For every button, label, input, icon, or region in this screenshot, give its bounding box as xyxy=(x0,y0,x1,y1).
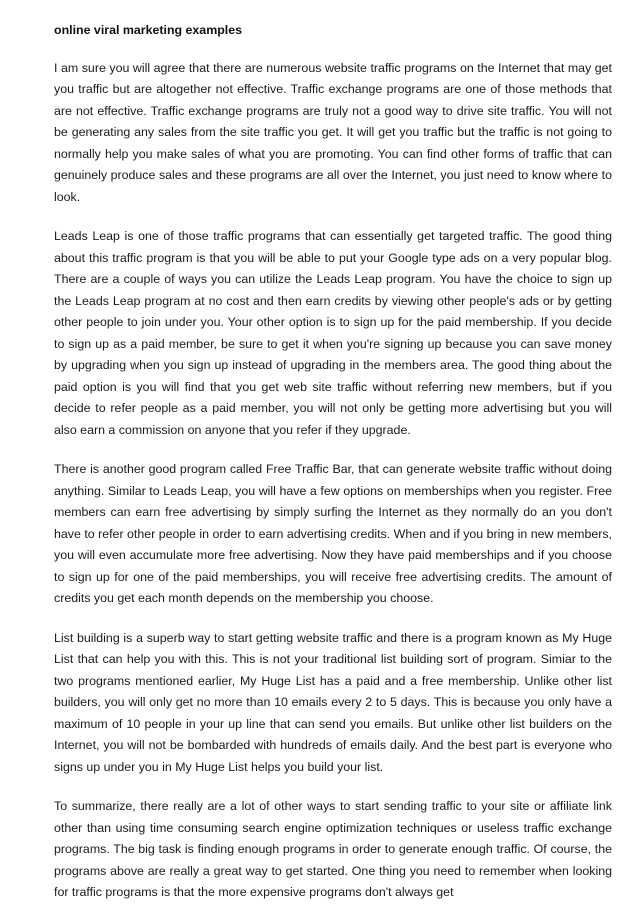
paragraph-leads-leap: Leads Leap is one of those traffic programs that can essentially get targeted traffic. The good thing about this traffic program is that you will be able to put your Google type ads on a very popular blog. There are a couple of ways you can utilize the Leads Leap program. You have the choice to sign up the Leads Leap program at no cost and then earn credits by viewing other people's ads or by getting other people to join under you. Your other option is to sign up for the paid membership. If you decide to sign up as a paid member, be sure to get it when you're signing up because you can save money by upgrading when you sign up instead of upgrading in the members area. The good thing about the paid option is you will find that you get web site traffic without referring new members, but if you decide to refer people as a paid member, you will not only be getting more advertising but you will also earn a commission on anyone that you refer if they upgrade. xyxy=(54,229,612,437)
paragraph-summary: To summarize, there really are a lot of other ways to start sending traffic to your site or affiliate link other than using time consuming search engine optimization techniques or useless traffic exchange programs. The big task is finding enough programs in order to generate enough traffic. Of course, the programs above are really a great way to get started. One thing you need to remember when looking for traffic programs is that the more expensive programs don't always get xyxy=(54,799,612,899)
paragraph-intro: I am sure you will agree that there are numerous website traffic programs on the Internet that may get you traffic but are altogether not effective. Traffic exchange programs are one of those methods that are not effective. Traffic exchange programs are truly not a good way to drive site traffic. You will not be generating any sales from the site traffic you get. It will get you traffic but the traffic is not going to normally help you make sales of what you are promoting. You can find other forms of traffic that can genuinely produce sales and these programs are all over the Internet, you just need to know where to look. xyxy=(54,60,612,204)
document-page xyxy=(54,20,612,904)
paragraph-free-traffic-bar: There is another good program called Free Traffic Bar, that can generate website traffic without doing anything. Similar to Leads Leap, you will have a few options on memberships when you register. Free members can earn free advertising by simply surfing the Internet as they normally do an you don't have to refer other people in order to earn advertising credits. When and if you bring in new members, you will even accumulate more free advertising. Now they have paid memberships and if you choose to sign up for one of the paid memberships, you will receive free advertising credits. The amount of credits you get each month depends on the membership you choose. xyxy=(54,462,612,605)
paragraph-my-huge-list: List building is a superb way to start getting website traffic and there is a program known as My Huge List that can help you with this. This is not your traditional list building sort of program. Simiar to the two programs mentioned earlier, My Huge List has a paid and a free membership. Unlike other list builders, you will only get no more than 10 emails every 2 to 5 days. This is because you only have a maximum of 10 people in your up line that can send you emails. But unlike other list builders on the Internet, you will not be bombarded with hundreds of emails daily. And the best part is everyone who signs up under you in My Huge List helps you build your list. xyxy=(54,630,612,774)
document-title: online viral marketing examples xyxy=(54,23,243,37)
